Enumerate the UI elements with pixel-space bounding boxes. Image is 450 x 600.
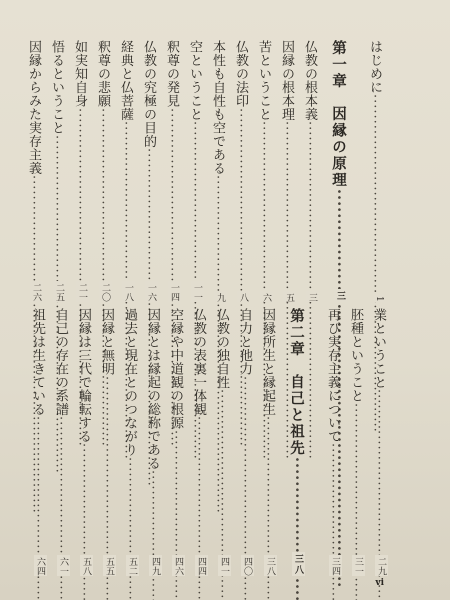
toc-entry	[258, 308, 281, 576]
toc-entry-page-number: 五八	[81, 557, 91, 576]
toc-entry	[185, 40, 208, 302]
toc-entry-page-number: 五五	[104, 557, 114, 576]
toc-entry-page-number: 1	[374, 295, 384, 302]
toc-entry	[162, 40, 185, 302]
toc-entry-page-number: 三八	[293, 554, 303, 576]
toc-entry-title: 第一章 因縁の原理 ·····	[328, 40, 349, 588]
toc-entry-page-number: 一一	[192, 283, 202, 302]
toc-entry-page-number: 六	[261, 292, 271, 302]
toc-entry-page-number: 四四	[196, 557, 206, 576]
toc-entry-page-number: 四六	[173, 557, 183, 576]
toc-entry	[139, 40, 162, 302]
chapter-heading	[281, 308, 315, 576]
toc-top-panel	[24, 40, 388, 302]
toc-entry-page-number: 六四	[35, 557, 45, 576]
toc-entry-page-number: 三八	[265, 557, 275, 576]
toc-entry-title: 空縁や中道観の根源 ·····	[166, 308, 185, 600]
toc-entry-title: 釈尊の発見 ·····	[162, 40, 181, 446]
toc-entry-page-number: 一六	[146, 283, 156, 302]
toc-entry	[166, 308, 189, 576]
toc-entry	[346, 308, 369, 576]
toc-entry-title: 仏教の根本義 ·····	[300, 40, 319, 460]
toc-entry-page-number: 二一	[77, 283, 87, 302]
toc-entry-title: 因縁の根本理 ·····	[277, 40, 296, 460]
toc-entry-title: 第二章 自己と祖先 ·····	[286, 308, 307, 600]
toc-entry	[24, 40, 47, 302]
toc-entry	[51, 308, 74, 576]
toc-entry	[116, 40, 139, 302]
toc-entry	[231, 40, 254, 302]
toc-entry	[97, 308, 120, 576]
toc-entry-page-number: 一八	[123, 283, 133, 302]
chapter-heading	[323, 40, 357, 302]
toc-entry-title: 仏教の法印 ·····	[231, 40, 250, 446]
toc-entry	[189, 308, 212, 576]
toc-entry-page-number: 二九	[376, 557, 386, 576]
toc-entry-title: 悟るということ ·····	[47, 40, 66, 473]
toc-entry-title: 因縁と無明 ·····	[97, 308, 116, 600]
toc-entry-page-number: 二〇	[100, 283, 110, 302]
toc-entry-title: 過去と現在とのつながり ·····	[120, 308, 139, 600]
toc-entry-page-number: 九	[215, 292, 225, 302]
toc-entry-title: 自力と他力 ·····	[235, 308, 254, 600]
toc-entry	[143, 308, 166, 576]
toc-spacer	[315, 308, 323, 576]
toc-entry-title: 如実知自身 ·····	[70, 40, 89, 446]
toc-entry	[120, 308, 143, 576]
toc-entry-page-number: 二五	[54, 283, 64, 302]
toc-entry-title: 仏教の究極の目的 ·····	[139, 40, 158, 487]
toc-entry-page-number: 四一	[219, 557, 229, 576]
toc-entry-page-number: 五	[284, 292, 294, 302]
toc-entry-page-number: 三一	[353, 557, 363, 576]
toc-entry-title: 本性も自性も空である ·····	[208, 40, 227, 514]
toc-entry-title: 仏教の表裏一体観 ·····	[189, 308, 208, 600]
toc-entry-title: 釈尊の悲願 ·····	[93, 40, 112, 446]
toc-bottom-panel	[28, 308, 392, 576]
toc-entry	[93, 40, 116, 302]
toc-entry	[235, 308, 258, 576]
toc-entry-page-number: 三	[307, 292, 317, 302]
toc-entry	[47, 40, 70, 302]
toc-entry	[212, 308, 235, 576]
toc-entry-title: 胚種ということ ·····	[346, 308, 365, 600]
toc-entry	[369, 308, 392, 576]
toc-entry-page-number: 一四	[169, 283, 179, 302]
toc-entry	[208, 40, 231, 302]
page-folio: vi	[375, 578, 384, 588]
toc-entry-title: 因縁所生と縁起生 ·····	[258, 308, 277, 600]
toc-entry-page-number: 四〇	[242, 557, 252, 576]
toc-entry	[277, 40, 300, 302]
toc-entry	[70, 40, 93, 302]
toc-entry-page-number: 四九	[150, 557, 160, 576]
toc-entry-title: 経典と仏菩薩 ·····	[116, 40, 135, 460]
toc-entry	[365, 40, 388, 302]
toc-entry	[323, 308, 346, 576]
toc-entry-title: 空ということ ·····	[185, 40, 204, 460]
toc-entry-title: はじめに ·····	[365, 40, 384, 433]
toc-entry-page-number: 六一	[58, 557, 68, 576]
toc-entry-page-number: 二六	[31, 283, 41, 302]
toc-entry-title: 再び実存主義について ·····	[323, 308, 342, 600]
toc-entry-page-number: 八	[238, 292, 248, 302]
toc-entry	[254, 40, 277, 302]
toc-entry-title: 因縁とは縁起の総称である ·····	[143, 308, 162, 600]
toc-entry-title: 苦ということ ·····	[254, 40, 273, 460]
toc-entry-title: 仏教の独自性 ·····	[212, 308, 231, 600]
toc-entry	[28, 308, 51, 576]
toc-entry-title: 因縁からみた実存主義 ·····	[24, 40, 43, 514]
toc-entry	[300, 40, 323, 302]
toc-spacer	[357, 40, 365, 302]
toc-entry-title: 自己の存在の系譜 ·····	[51, 308, 70, 600]
toc-entry-page-number: 五二	[127, 557, 137, 576]
toc-entry-title: 因縁は三代で輪転する ·····	[74, 308, 93, 600]
toc-entry	[74, 308, 97, 576]
toc-entry-page-number: 三	[335, 291, 345, 302]
toc-entry-page-number: 三四	[330, 557, 340, 576]
toc-entry-title: 業ということ ·····	[369, 308, 388, 600]
toc-entry-title: 祖先は生きている ·····	[28, 308, 47, 600]
